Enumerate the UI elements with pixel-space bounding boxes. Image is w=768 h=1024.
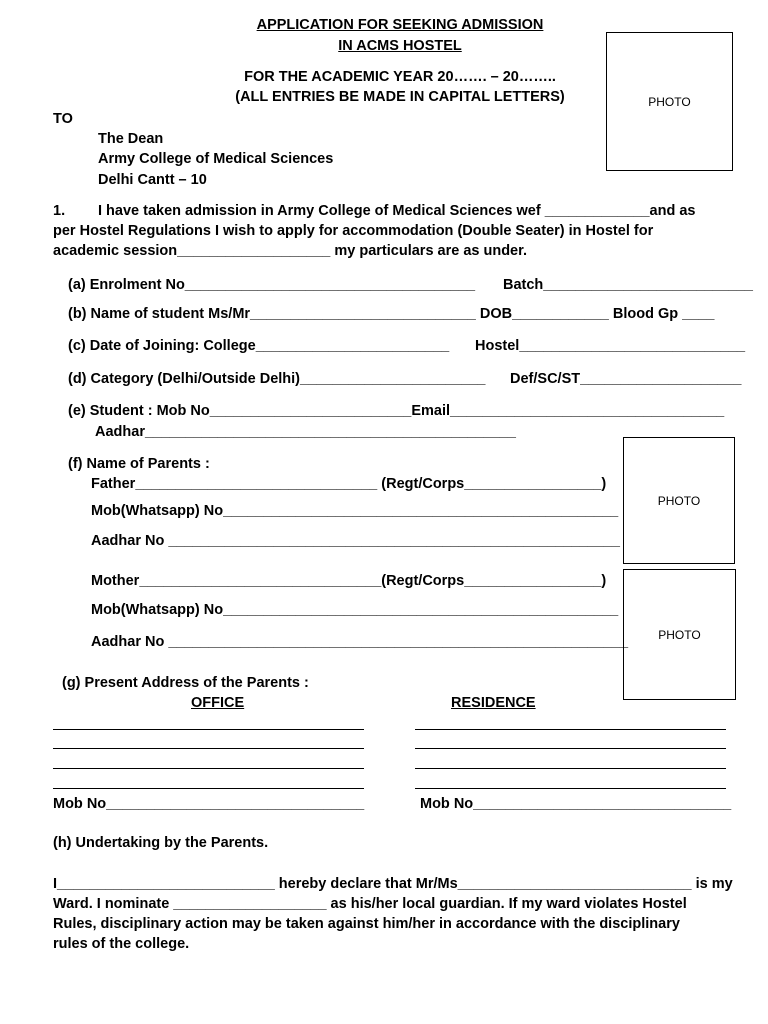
father-photo-box[interactable] [623, 437, 735, 564]
office-mob-field[interactable]: Mob No________________________________ [53, 796, 365, 812]
para1-line2: per Hostel Regulations I wish to apply for accommodation (Double Seater) in Hostel for [53, 223, 654, 239]
residence-address-line[interactable] [415, 768, 726, 769]
father-mob-field[interactable]: Mob(Whatsapp) No_________________________________________________ [91, 503, 619, 519]
office-address-line[interactable] [53, 788, 364, 789]
office-address-line[interactable] [53, 768, 364, 769]
undertaking-line-4: rules of the college. [53, 936, 190, 952]
para1-line3[interactable]: academic session___________________ my particulars are as under. [53, 243, 527, 259]
father-aadhar-field[interactable]: Aadhar No ________________________________________________________ [91, 533, 620, 549]
joining-hostel-field[interactable]: Hostel____________________________ [475, 338, 746, 354]
para1-line1[interactable]: I have taken admission in Army College of Medical Sciences wef _____________and as [98, 203, 696, 219]
residence-address-line[interactable] [415, 729, 726, 730]
residence-address-line[interactable] [415, 748, 726, 749]
office-heading: OFFICE [191, 695, 245, 711]
parents-title: (f) Name of Parents : [68, 456, 210, 472]
office-address-line[interactable] [53, 729, 364, 730]
mother-name-field[interactable]: Mother______________________________(Regt/Corps_________________) [91, 573, 607, 589]
undertaking-line-1[interactable]: I___________________________ hereby declare that Mr/Ms_____________________________ is my [53, 876, 733, 892]
joining-college-field[interactable]: (c) Date of Joining: College________________________ [68, 338, 450, 354]
parents-address-title: (g) Present Address of the Parents : [62, 675, 309, 691]
student-mob-email-field[interactable]: (e) Student : Mob No_________________________Email__________________________________ [68, 403, 725, 419]
residence-mob-field[interactable]: Mob No________________________________ [420, 796, 732, 812]
def-sc-st-field[interactable]: Def/SC/ST____________________ [510, 371, 742, 387]
student-photo-box[interactable] [606, 32, 733, 171]
category-field[interactable]: (d) Category (Delhi/Outside Delhi)_______________________ [68, 371, 486, 387]
academic-year-line: FOR THE ACADEMIC YEAR 20……. – 20…….. [244, 69, 556, 85]
office-address-line[interactable] [53, 748, 364, 749]
student-aadhar-field[interactable]: Aadhar______________________________________________ [95, 424, 516, 440]
address-line-3: Delhi Cantt – 10 [98, 172, 207, 188]
photo-label: PHOTO [658, 627, 701, 642]
enrolment-no-field[interactable]: (a) Enrolment No____________________________________ [68, 277, 476, 293]
form-title-line2: IN ACMS HOSTEL [338, 38, 462, 54]
father-name-field[interactable]: Father______________________________ (Regt/Corps_________________) [91, 476, 607, 492]
to-label: TO [53, 111, 73, 127]
residence-address-line[interactable] [415, 788, 726, 789]
undertaking-title: (h) Undertaking by the Parents. [53, 835, 269, 851]
student-name-dob-bloodgp-field[interactable]: (b) Name of student Ms/Mr____________________________ DOB____________ Blood Gp ____ [68, 306, 715, 322]
mother-aadhar-field[interactable]: Aadhar No _________________________________________________________ [91, 634, 629, 650]
address-line-2: Army College of Medical Sciences [98, 151, 334, 167]
undertaking-line-3: Rules, disciplinary action may be taken against him/her in accordance with the disciplinary [53, 916, 680, 932]
address-line-1: The Dean [98, 131, 164, 147]
residence-heading: RESIDENCE [451, 695, 536, 711]
photo-label: PHOTO [657, 493, 701, 508]
mother-mob-field[interactable]: Mob(Whatsapp) No_________________________________________________ [91, 602, 619, 618]
undertaking-line-2[interactable]: Ward. I nominate ___________________ as his/her local guardian. If my ward violates Hostel [53, 896, 687, 912]
capital-letters-instruction: (ALL ENTRIES BE MADE IN CAPITAL LETTERS) [235, 89, 565, 105]
form-title-line1: APPLICATION FOR SEEKING ADMISSION [256, 17, 544, 33]
para1-number: 1. [53, 203, 66, 219]
batch-field[interactable]: Batch__________________________ [503, 277, 753, 293]
photo-label: PHOTO [648, 94, 691, 109]
mother-photo-box[interactable] [623, 569, 736, 700]
